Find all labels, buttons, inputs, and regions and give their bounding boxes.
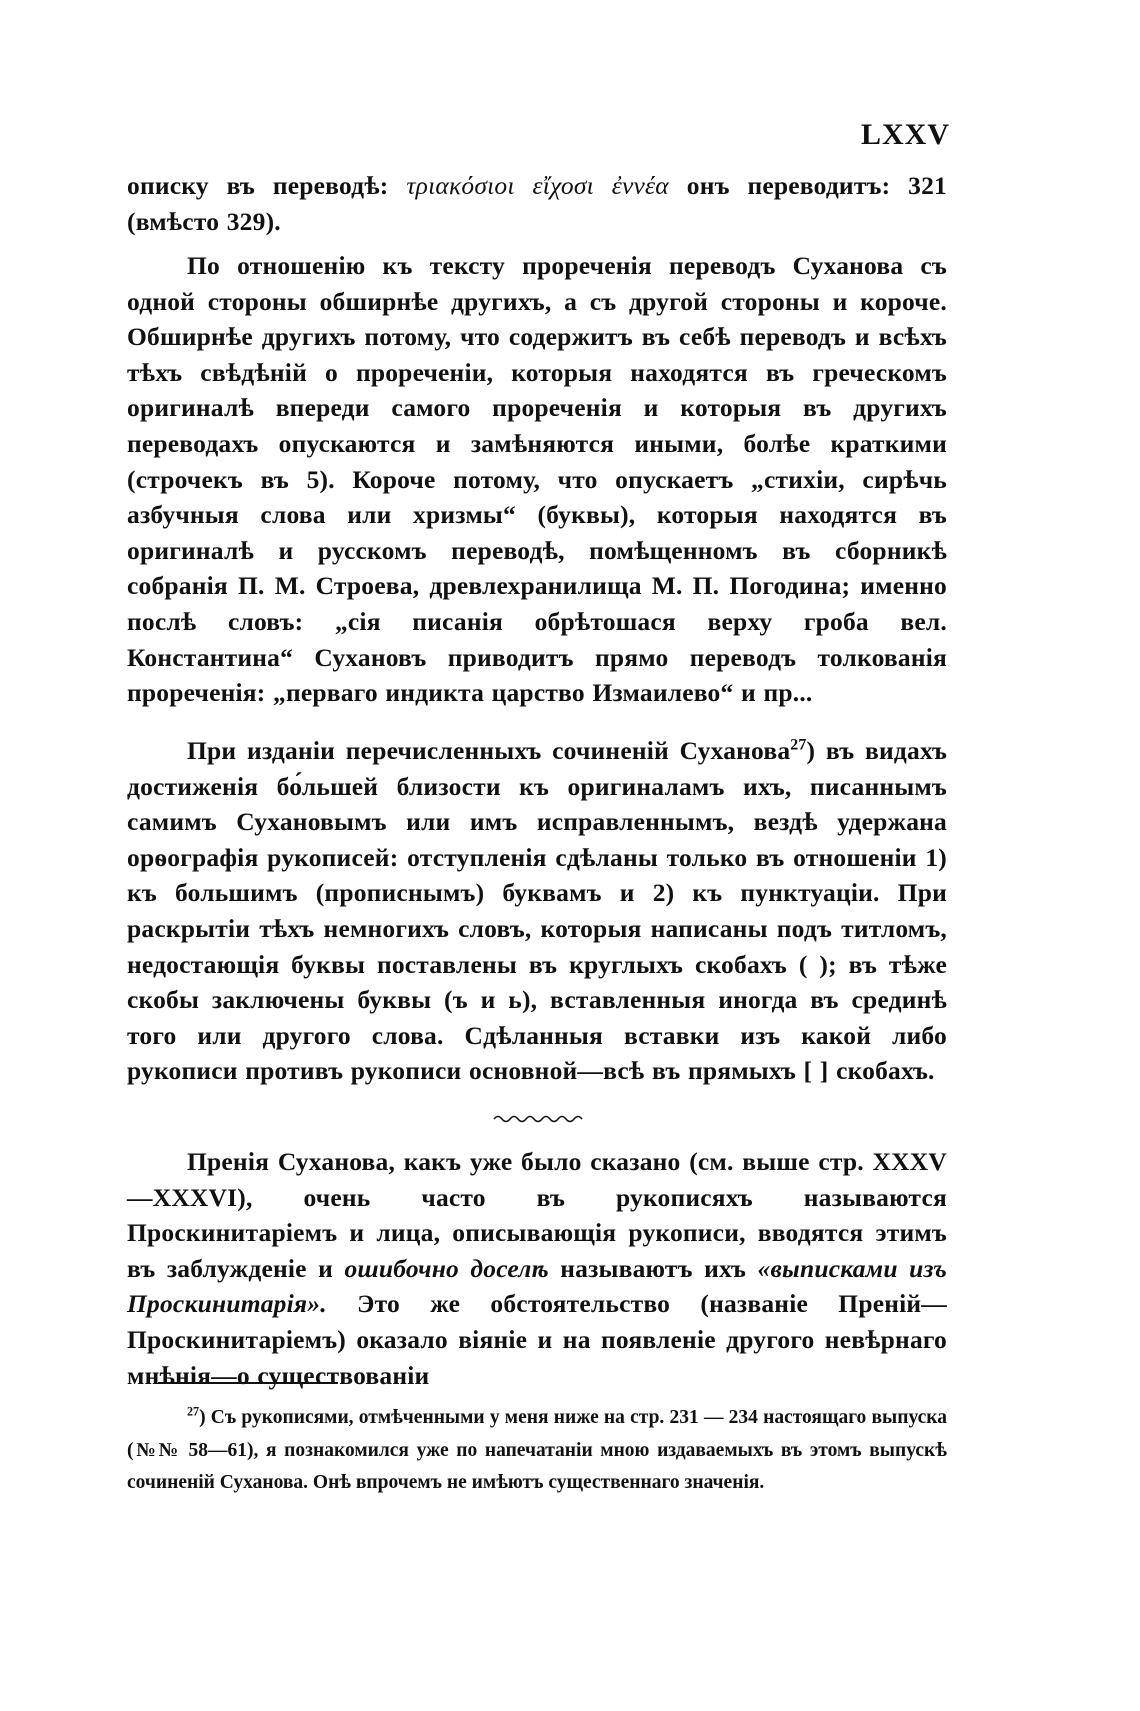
italic-quote: «выписками изъ Проскинитарія». bbox=[127, 1253, 947, 1319]
paragraph-text: ) въ видахъ достиженія бо́льшей близости къ оригиналамъ ихъ, писаннымъ самимъ Сухановымъ или имъ исправленнымъ, вездѣ удержана орѳографія рукописей: отступленія сдѣланы только въ отношеніи 1) къ большимъ (прописнымъ) буквамъ и 2) къ пунктуаціи. При раскрытіи тѣхъ немногихъ словъ, которыя написаны подъ титломъ, недостающія буквы поставлены въ круглыхъ скобахъ ( ); въ тѣже скобы заключены буквы (ъ и ь), вставленныя иногда въ срединѣ того или другого слова. Сдѣланныя вставки изъ какой либо рукописи противъ рукописи основной—всѣ въ прямыхъ [ ] скобахъ. bbox=[127, 736, 948, 1086]
footnote-reference[interactable]: 27 bbox=[790, 736, 807, 754]
footnote-text: ) Съ рукописями, отмѣченными у меня ниже на стр. 231 — 234 настоящаго выпуска (№№ 58—61), я познакомился уже по напечатаніи мною издаваемыхъ въ этомъ выпускѣ сочиненій Суханова. Онѣ впрочемъ не имѣютъ существеннаго значенія. bbox=[127, 1407, 947, 1493]
paragraph-text: Это же обстоятельство (названіе Преній—Проскинитаріемъ) оказало віяніе и на появленіе другого невѣрнаго мнѣнія—о существованіи bbox=[127, 1289, 947, 1390]
paragraph-text: называютъ ихъ bbox=[548, 1253, 758, 1283]
page-number: LXXV bbox=[860, 118, 950, 151]
paragraph-translation-scope bbox=[127, 248, 947, 711]
paragraph-text: При изданіи перечисленныхъ сочиненій Суханова bbox=[187, 736, 791, 765]
greek-quote: τριακόσιοι εἴχοσι ἐννέα bbox=[406, 171, 669, 200]
italic-phrase: ошибочно доселѣ bbox=[344, 1253, 549, 1283]
paragraph-text: Пренія Суханова, какъ уже было сказано (см. выше стр. XXXV—XXXVI), очень часто въ рукописяхъ называются Проскинитаріемъ и лица, описывающія рукописи, вводятся этимъ въ заблужденіе и bbox=[127, 1147, 947, 1283]
footnote-mark: 27 bbox=[187, 1404, 200, 1419]
paragraph-text: По отношенію къ тексту прореченія переводъ Суханова съ одной стороны обширнѣе другихъ, а съ другой стороны и короче. Обширнѣе другихъ потому, что содержитъ въ себѣ переводъ и всѣхъ тѣхъ свѣдѣній о прореченіи, которыя находятся въ греческомъ оригиналѣ впереди самого прореченія и которыя въ другихъ переводахъ опускаются и замѣняются иными, болѣе краткими (строчекъ въ 5). Короче потому, что опускаетъ „стихіи, сирѣчь азбучныя слова или хризмы“ (буквы), которыя находятся въ оригиналѣ и русскомъ переводѣ, помѣщенномъ въ сборникѣ собранія П. М. Строева, древлехранилища М. П. Погодина; именно послѣ словъ: „сія писанія обрѣтошася верху гроба вел. Константина“ Сухановъ приводитъ прямо переводъ толкованія прореченія: „перваго индикта царство Измаилево“ и пр... bbox=[127, 251, 947, 708]
footnote-separator bbox=[158, 1382, 338, 1384]
paragraph-editorial-principles bbox=[127, 733, 947, 1089]
paragraph-text: описку въ переводѣ: bbox=[127, 171, 407, 200]
paragraph-continuation bbox=[127, 168, 947, 239]
wavy-divider-ornament bbox=[492, 1112, 584, 1126]
footnote bbox=[127, 1402, 947, 1500]
paragraph-proskinitary bbox=[127, 1144, 947, 1393]
paragraph-text: онъ переводитъ: 321 (вмѣсто 329). bbox=[127, 171, 947, 236]
